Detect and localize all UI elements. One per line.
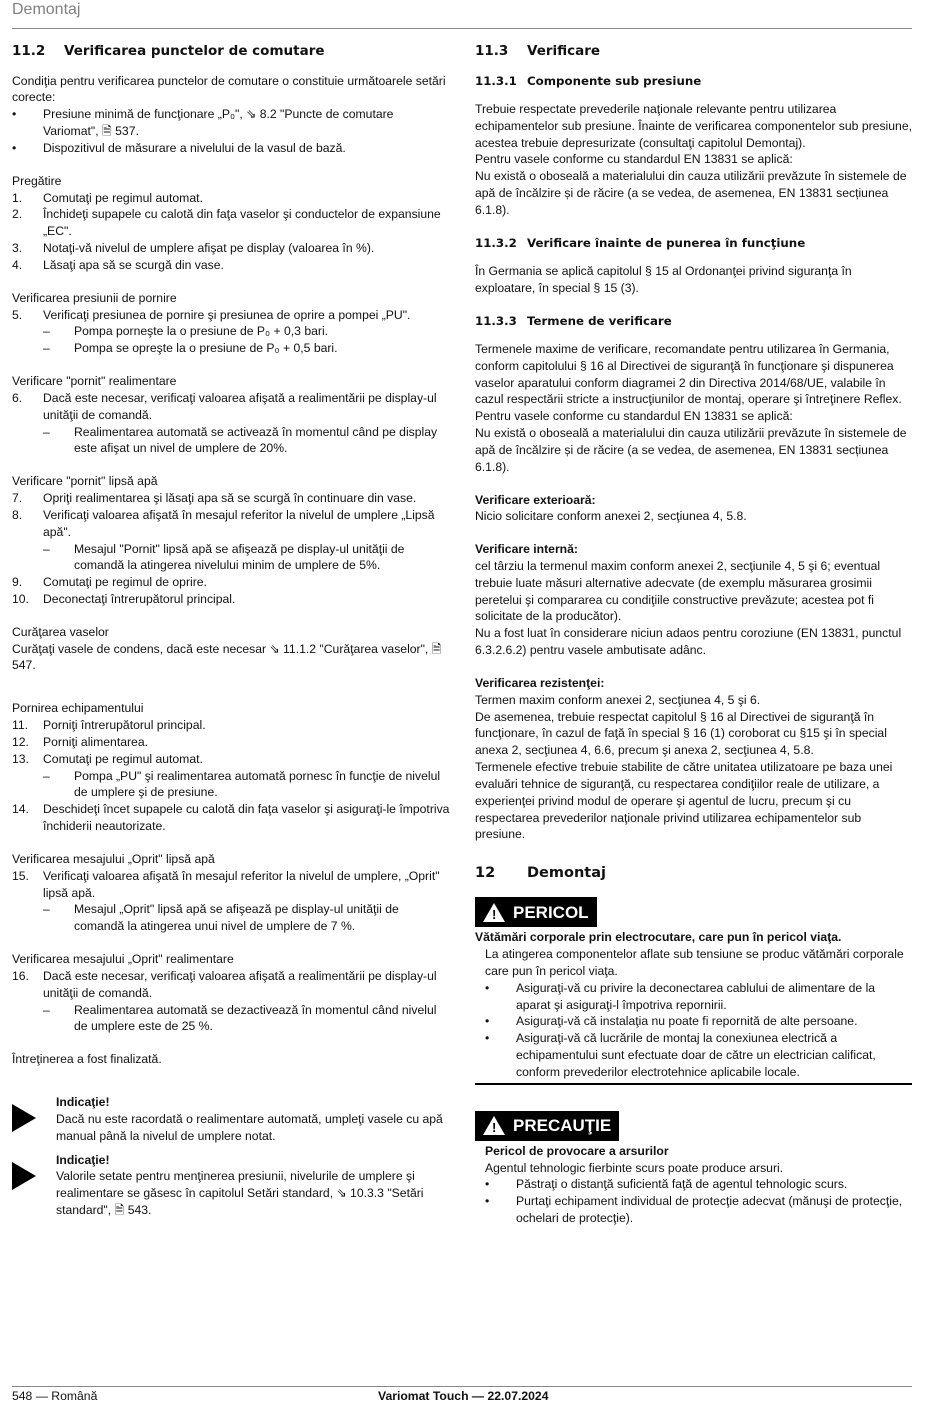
list-marker: 12. bbox=[12, 734, 29, 749]
start-steps bbox=[12, 307, 450, 324]
section-heading-11-3: 11.3 Verificare bbox=[475, 43, 601, 59]
section-heading-11-2: 11.2 Verificarea punctelor de comutare bbox=[12, 43, 325, 59]
list-item-text: Păstraţi o distanţă suficientă faţă de agentul tehnologic scurs. bbox=[516, 1177, 848, 1192]
sub-list-item bbox=[12, 1002, 450, 1036]
refill-on-steps bbox=[12, 390, 450, 424]
lowwater-on-steps bbox=[12, 490, 450, 540]
prep-title: Pregătire bbox=[12, 173, 62, 188]
refill-off-substeps bbox=[12, 1002, 450, 1036]
list-item bbox=[12, 307, 450, 324]
list-item-text: Deschideţi încet supapele cu calotă din faţa vaselor şi asiguraţi-le împotriva închiderii neautorizate. bbox=[43, 802, 450, 834]
list-item bbox=[485, 980, 912, 1014]
left-column bbox=[12, 38, 450, 1219]
danger-bullets bbox=[485, 980, 912, 1081]
note-text: Dacă nu este racordată o realimentare automată, umpleţi vasele cu apă manual până la nivelul de umplere notat. bbox=[56, 1111, 443, 1143]
refill-on-title: Verificare "pornit" realimentare bbox=[12, 374, 177, 389]
lowwater-on-substeps bbox=[12, 541, 450, 575]
list-marker: 7. bbox=[12, 491, 23, 506]
list-item-text: Verificaţi valoarea afişată în mesajul referitor la nivelul de umplere, „Oprit" lipsă apă. bbox=[43, 868, 440, 900]
header-title: Demontaj bbox=[12, 1, 81, 18]
clean-title: Curăţarea vaselor bbox=[12, 624, 109, 639]
sub-list-item bbox=[12, 901, 450, 935]
list-marker: – bbox=[43, 324, 50, 339]
list-marker: 5. bbox=[12, 307, 23, 322]
list-item-text: Porniţi întrerupătorul principal. bbox=[43, 718, 206, 733]
bullet-list bbox=[12, 106, 450, 156]
list-item bbox=[12, 717, 450, 734]
footer-product-date: Variomat Touch — 22.07.2024 bbox=[378, 1389, 549, 1403]
start-substeps bbox=[12, 323, 450, 357]
list-item bbox=[12, 968, 450, 1002]
clean-text: Curăţaţi vasele de condens, dacă este necesar ⇘ 11.1.2 "Curăţarea vaselor", 🗎 547. bbox=[12, 641, 442, 673]
paragraph: Termenele maxime de verificare, recomandate pentru utilizarea în Germania, conform capitolului § 16 al Directivei de siguranţă în funcţionare şi dispunerea vaselor aparatului conform diagramei 2 din Directiva 2014/68/UE, valabile în cazul respectării stricte a instrucţiunilor de montaj, operare şi întreţinere Reflex. bbox=[475, 341, 902, 407]
list-item-text: Pompa „PU" şi realimentarea automată pornesc în funcţie de nivelul de umplere şi de presiune. bbox=[74, 768, 441, 800]
list-item-text: Mesajul „Oprit" lipsă apă se afişează pe display-ul unităţii de comandă la atingerea unui nivel de umplere de 7 %. bbox=[74, 902, 399, 934]
list-item-text: Deconectaţi întrerupătorul principal. bbox=[43, 591, 236, 606]
list-marker: 3. bbox=[12, 241, 23, 256]
paragraph: Nicio solicitare conform anexei 2, secţiunea 4, 5.8. bbox=[475, 509, 747, 524]
note-2 bbox=[12, 1152, 450, 1219]
refill-off-steps bbox=[12, 968, 450, 1002]
list-item-text: Realimentarea automată se dezactivează în momentul când nivelul de umplere este de 25 %. bbox=[74, 1002, 437, 1034]
list-marker: – bbox=[43, 424, 50, 439]
list-item-text: Notaţi-vă nivelul de umplere afişat pe display (valoarea în %). bbox=[43, 241, 375, 256]
list-item-text: Porniţi alimentarea. bbox=[43, 734, 148, 749]
note-title: Indicaţie! bbox=[56, 1095, 110, 1110]
caution-bullets bbox=[485, 1176, 912, 1226]
paragraph: De asemenea, trebuie respectat capitolul § 16 al Directivei de siguranţă în funcţionare, în cazul de faţă în special § 16 (1) coroborat cu §15 şi în special anexa 2, secţiunea 4, 6.6, precum şi anexa 2, secţiunea 4, 5.8. bbox=[475, 709, 887, 758]
lowwater-on-title: Verificare "pornit" lipsă apă bbox=[12, 474, 158, 489]
external-check-title: Verificare exterioară: bbox=[475, 492, 596, 507]
list-marker: • bbox=[12, 140, 17, 155]
list-item-text: Comutaţi pe regimul automat. bbox=[43, 190, 203, 205]
paragraph: Trebuie respectate prevederile naţionale relevante pentru utilizarea echipamentelor sub presiune. Înainte de verificarea componentelor sub presiune, acestea trebuie depresurizate (consultaţi capitolul Demontaj). bbox=[475, 101, 912, 150]
danger-label: ! PERICOL bbox=[475, 897, 597, 927]
footer-page-language: 548 — Română bbox=[12, 1389, 98, 1403]
lowwater-off-title: Verificarea mesajului „Oprit" lipsă apă bbox=[12, 851, 215, 866]
paragraph: Pentru vasele conforme cu standardul EN 13831 se aplică: bbox=[475, 152, 793, 167]
list-marker: 9. bbox=[12, 575, 23, 590]
list-marker: 11. bbox=[12, 718, 29, 733]
list-marker: 16. bbox=[12, 968, 29, 983]
list-item-text: Presiune minimă de funcţionare „P₀", ⇘ 8.2 "Puncte de comutare Variomat", 🗎 537. bbox=[43, 107, 394, 139]
caution-title: Pericol de provocare a arsurilor bbox=[485, 1143, 669, 1158]
list-marker: 4. bbox=[12, 257, 23, 272]
paragraph: cel târziu la termenul maxim conform anexei 2, secţiunile 4, 5 şi 6; eventual trebuie luate măsuri alternative adecvate (de exemplu măsurarea grosimii peretelui şi compararea cu condiţiile constructive prevăzute; acestea pot fi solicitate de la producător). bbox=[475, 558, 881, 624]
paragraph: Nu există o oboseală a materialului din cauza utilizării prevăzute în sistemele de apă de încălzire și de răcire (a se vedea, de asemenea, EN 13831 secțiunea 6.1.8). bbox=[475, 169, 907, 217]
intro-text: Condiţia pentru verificarea punctelor de comutare o constituie următoarele setări corecte: bbox=[12, 73, 446, 105]
list-item bbox=[12, 734, 450, 751]
list-marker: 1. bbox=[12, 190, 23, 205]
section-heading-11-3-3: 11.3.3 Termene de verificare bbox=[475, 313, 672, 328]
list-item bbox=[12, 591, 450, 608]
list-item-text: Comutaţi pe regimul automat. bbox=[43, 751, 203, 766]
restart-title: Pornirea echipamentului bbox=[12, 701, 144, 716]
list-marker: • bbox=[485, 1177, 490, 1192]
list-marker: – bbox=[43, 541, 50, 556]
list-item-text: Verificaţi presiunea de pornire şi presiunea de oprire a pompei „PU". bbox=[43, 307, 411, 322]
list-item-text: Mesajul "Pornit" lipsă apă se afişează pe display-ul unităţii de comandă la atingerea nivelului minim de umplere de 5%. bbox=[74, 541, 405, 573]
list-item-text: Comutaţi pe regimul de oprire. bbox=[43, 575, 207, 590]
list-item-text: Pompa se opreşte la o presiune de P₀ + 0,5 bari. bbox=[74, 341, 338, 356]
paragraph: Pentru vasele conforme cu standardul EN 13831 se aplică: bbox=[475, 409, 793, 424]
start-pressure-title: Verificarea presiunii de pornire bbox=[12, 290, 177, 305]
list-item-text: Lăsaţi apa să se scurgă din vase. bbox=[43, 257, 224, 272]
list-item bbox=[12, 751, 450, 768]
warning-triangle-icon: ! bbox=[483, 1116, 505, 1135]
list-item bbox=[485, 1030, 912, 1080]
list-marker: • bbox=[485, 1031, 490, 1046]
danger-text: La atingerea componentelor aflate sub tensiune se produc vătămări corporale care pun în pericol viaţa. bbox=[485, 947, 904, 978]
lowwater-on-steps-2 bbox=[12, 574, 450, 608]
refill-off-title: Verificarea mesajului „Oprit" realimentare bbox=[12, 952, 234, 967]
list-item-text: Închideţi supapele cu calotă din faţa vaselor şi conductelor de expansiune „EC". bbox=[43, 207, 441, 239]
internal-check-title: Verificare internă: bbox=[475, 542, 578, 557]
list-item bbox=[12, 868, 450, 902]
list-marker: • bbox=[485, 980, 490, 995]
list-marker: • bbox=[12, 107, 17, 122]
list-item-text: Asiguraţi-vă cu privire la deconectarea cablului de alimentare de la aparat şi asiguraţi-l împotriva repornirii. bbox=[516, 980, 876, 1012]
list-item bbox=[12, 574, 450, 591]
sub-list-item bbox=[12, 541, 450, 575]
paragraph: Nu a fost luat în considerare niciun adaos pentru coroziune (EN 13831, punctul 6.3.2.6.2) pentru vasele ambutisate adânc. bbox=[475, 626, 902, 658]
caution-text: Agentul tehnologic fierbinte scurs poate produce arsuri. bbox=[485, 1160, 784, 1175]
list-item-text: Verificaţi valoarea afişată în mesajul referitor la nivelul de umplere „Lipsă apă". bbox=[43, 507, 435, 539]
list-marker: 2. bbox=[12, 207, 23, 222]
list-item bbox=[12, 801, 450, 835]
finished-text: Întreţinerea a fost finalizată. bbox=[12, 1052, 162, 1067]
list-item bbox=[12, 257, 450, 274]
paragraph: Nu există o oboseală a materialului din cauza utilizării prevăzute în sistemele de apă de încălzire și de răcire (a se vedea, de asemenea, EN 13831 secțiunea 6.1.8). bbox=[475, 426, 907, 474]
list-item bbox=[12, 190, 450, 207]
refill-on-substeps bbox=[12, 424, 450, 458]
lowwater-off-steps bbox=[12, 868, 450, 902]
strength-check-title: Verificarea rezistenţei: bbox=[475, 675, 605, 690]
sub-list-item bbox=[12, 424, 450, 458]
list-item-text: Dacă este necesar, verificaţi valoarea afişată a realimentării pe display-ul unităţii de comandă. bbox=[43, 968, 437, 1000]
list-marker: – bbox=[43, 902, 50, 917]
page-header bbox=[12, 0, 912, 29]
list-item bbox=[485, 1176, 912, 1193]
warning-triangle-icon: ! bbox=[483, 903, 505, 922]
list-marker: 10. bbox=[12, 591, 29, 606]
caution-label: ! PRECAUŢIE bbox=[475, 1111, 619, 1141]
list-item-text: Dacă este necesar, verificaţi valoarea afişată a realimentării pe display-ul unităţii de comandă. bbox=[43, 390, 437, 422]
section-heading-12: 12 Demontaj bbox=[475, 865, 606, 882]
list-item-text: Realimentarea automată se activează în momentul când pe display este afişat un nivel de umplere de 20%. bbox=[74, 424, 438, 456]
restart-substeps bbox=[12, 768, 450, 802]
prep-steps bbox=[12, 190, 450, 274]
list-item-text: Purtaţi echipament individual de protecţie adecvat (mănuşi de protecţie, ochelari de protecţie). bbox=[516, 1194, 903, 1225]
list-marker: – bbox=[43, 341, 50, 356]
list-item-text: Dispozitivul de măsurare a nivelului de la vasul de bază. bbox=[43, 140, 346, 155]
list-item-text: Opriţi realimentarea şi lăsaţi apa să se scurgă în continuare din vase. bbox=[43, 491, 417, 506]
lowwater-off-substeps bbox=[12, 901, 450, 935]
sub-list-item bbox=[12, 340, 450, 357]
list-marker: 15. bbox=[12, 868, 29, 883]
list-item bbox=[12, 106, 450, 140]
list-item bbox=[12, 140, 450, 157]
list-item bbox=[12, 240, 450, 257]
note-title: Indicaţie! bbox=[56, 1152, 110, 1167]
list-marker: – bbox=[43, 1002, 50, 1017]
play-arrow-icon bbox=[12, 1104, 36, 1132]
list-item bbox=[12, 507, 450, 541]
list-item-text: Pompa porneşte la o presiune de P₀ + 0,3 bari. bbox=[74, 324, 329, 339]
restart-steps bbox=[12, 717, 450, 767]
list-item bbox=[12, 390, 450, 424]
right-column bbox=[475, 38, 912, 1227]
list-item bbox=[12, 206, 450, 240]
play-arrow-icon bbox=[12, 1162, 36, 1190]
sub-list-item bbox=[12, 323, 450, 340]
restart-steps-2 bbox=[12, 801, 450, 835]
page-footer bbox=[12, 1386, 912, 1403]
list-marker: 6. bbox=[12, 390, 23, 405]
paragraph: Termenele efective trebuie stabilite de către unitatea utilizatoare pe baza unei evaluări tehnice de siguranţă, cu respectarea condiţiilor reale de utilizare, a experienţei privind modul de operare şi agentul de lucru, precum şi cu respectarea prevederilor naţionale privind utilizarea echipamentelor sub presiune. bbox=[475, 760, 893, 842]
list-marker: 8. bbox=[12, 507, 23, 522]
list-marker: 13. bbox=[12, 751, 29, 766]
list-marker: – bbox=[43, 768, 50, 783]
section-heading-11-3-1: 11.3.1 Componente sub presiune bbox=[475, 73, 702, 88]
list-marker: 14. bbox=[12, 802, 29, 817]
paragraph: În Germania se aplică capitolul § 15 al Ordonanţei privind siguranţa în exploatare, în special § 15 (3). bbox=[475, 263, 852, 295]
paragraph: Termen maxim conform anexei 2, secţiunea 4, 5 şi 6. bbox=[475, 692, 761, 707]
list-item-text: Asiguraţi-vă că instalaţia nu poate fi repornită de alte persoane. bbox=[516, 1014, 858, 1029]
danger-title: Vătămări corporale prin electrocutare, care pun în pericol viaţa. bbox=[475, 930, 842, 945]
sub-list-item bbox=[12, 768, 450, 802]
list-item bbox=[12, 490, 450, 507]
caution-block bbox=[475, 1111, 912, 1227]
note-text: Valorile setate pentru menţinerea presiunii, nivelurile de umplere şi realimentare se găsesc în capitolul Setări standard, ⇘ 10.3.3 "Setări standard", 🗎 543. bbox=[56, 1169, 424, 1217]
danger-block bbox=[475, 897, 912, 1084]
list-marker: • bbox=[485, 1194, 490, 1209]
list-item-text: Asiguraţi-vă că lucrările de montaj la conexiunea electrică a echipamentului sunt efectuate doar de către un electrician calificat, conform prevederilor electrotehnice aplicabile locale. bbox=[516, 1031, 876, 1079]
section-heading-11-3-2: 11.3.2 Verificare înainte de punerea în funcţiune bbox=[475, 235, 806, 250]
list-item bbox=[485, 1013, 912, 1030]
note-1 bbox=[12, 1094, 450, 1144]
list-item bbox=[485, 1193, 912, 1227]
list-marker: • bbox=[485, 1014, 490, 1029]
